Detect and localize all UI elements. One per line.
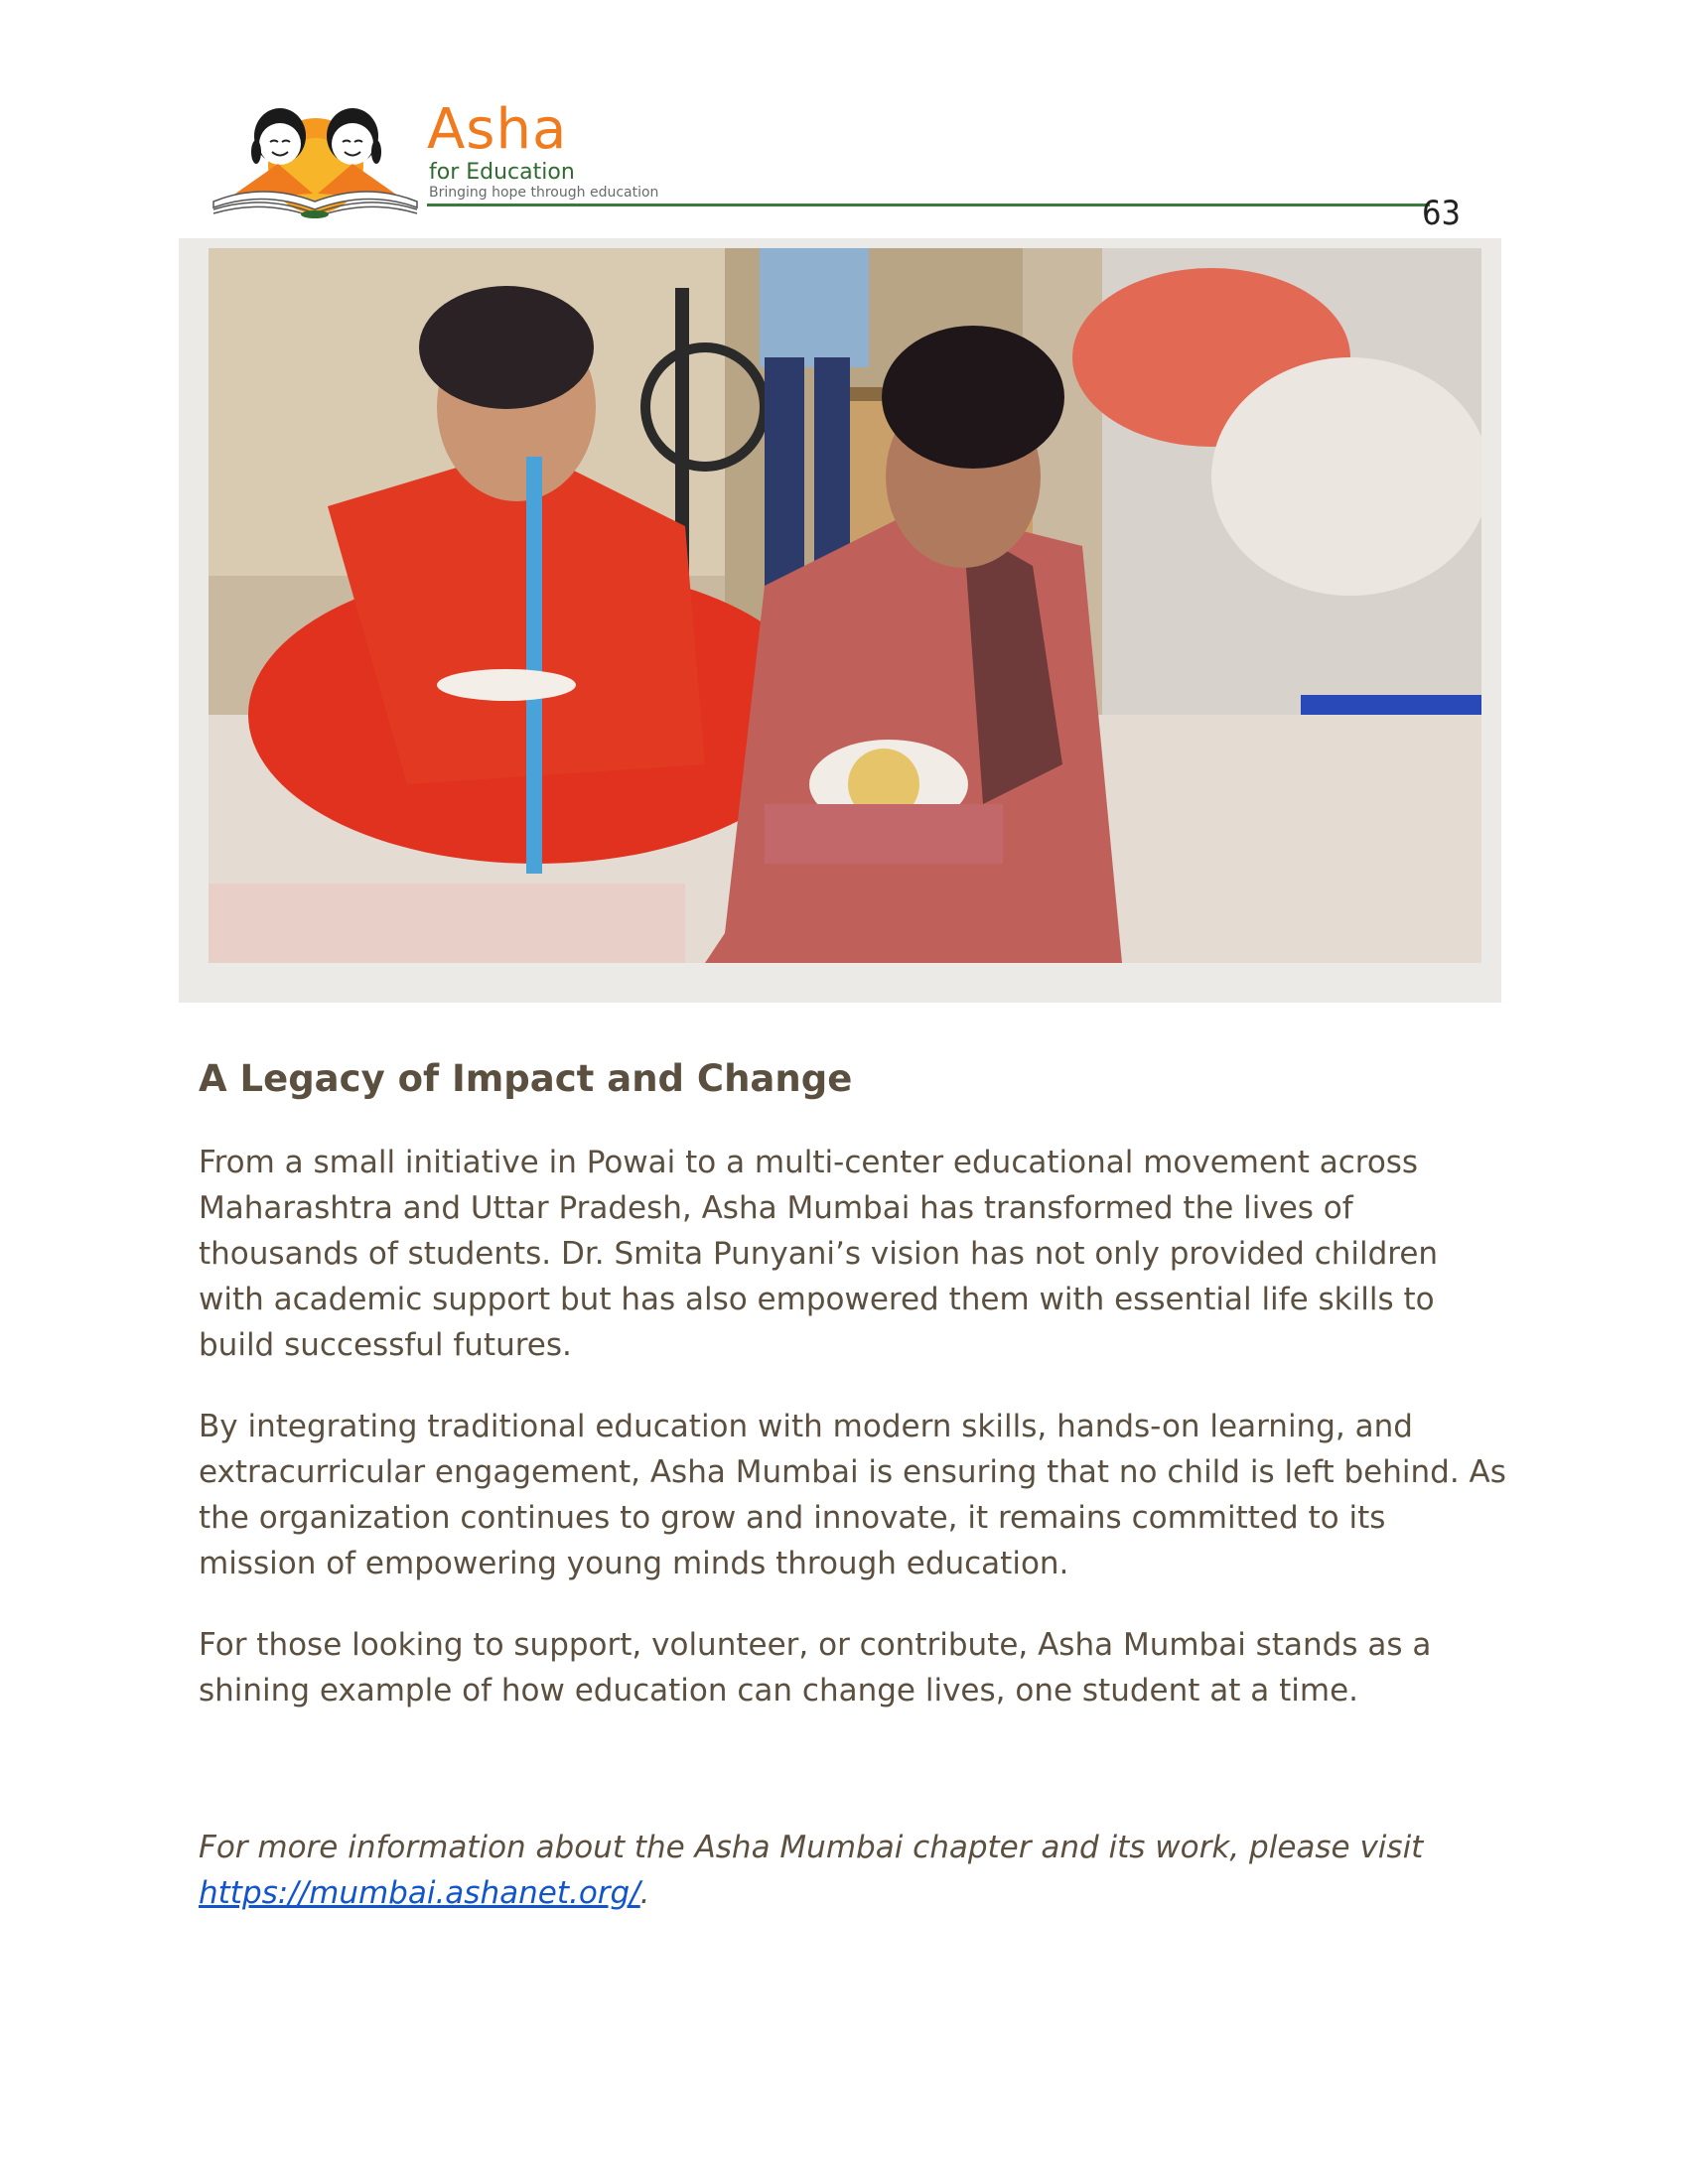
paragraph-1: From a small initiative in Powai to a multi-center educational movement across Maharashtra and Uttar Pradesh, Asha Mumbai has transformed the lives of thousands of students. Dr. Smita Punyani’s vision has not only provided children with academic support but has also empowered them with essential life skills to build successful futures. <box>199 1145 1439 1363</box>
more-info-end: . <box>639 1875 650 1911</box>
logo-tagline: Bringing hope through education <box>429 185 659 201</box>
asha-logo-icon <box>209 94 422 218</box>
article <box>199 1057 1509 1916</box>
paragraph-3: For those looking to support, volunteer, or contribute, Asha Mumbai stands as a shining example of how education can change lives, one student at a time. <box>199 1627 1432 1708</box>
header-rule <box>427 204 1430 206</box>
section-title: A Legacy of Impact and Change <box>199 1057 853 1100</box>
paragraph-2: By integrating traditional education with modern skills, hands-on learning, and extracurricular engagement, Asha Mumbai is ensuring that no child is left behind. As the organization continues to grow and innovate, it remains committed to its mission of empowering young minds through education. <box>199 1409 1506 1581</box>
page-header <box>209 94 1460 233</box>
photo-of-women-doing-embroidery <box>209 248 1481 963</box>
more-info <box>199 1825 1509 1916</box>
chapter-website-link[interactable]: https://mumbai.ashanet.org/ <box>199 1875 640 1911</box>
logo-wordmark: Asha <box>427 97 568 162</box>
photo-frame <box>179 238 1501 1003</box>
page-number: 63 <box>1422 194 1461 233</box>
more-info-text: For more information about the Asha Mumbai chapter and its work, please visit <box>199 1830 1424 1865</box>
logo-subtitle: for Education <box>429 160 575 185</box>
